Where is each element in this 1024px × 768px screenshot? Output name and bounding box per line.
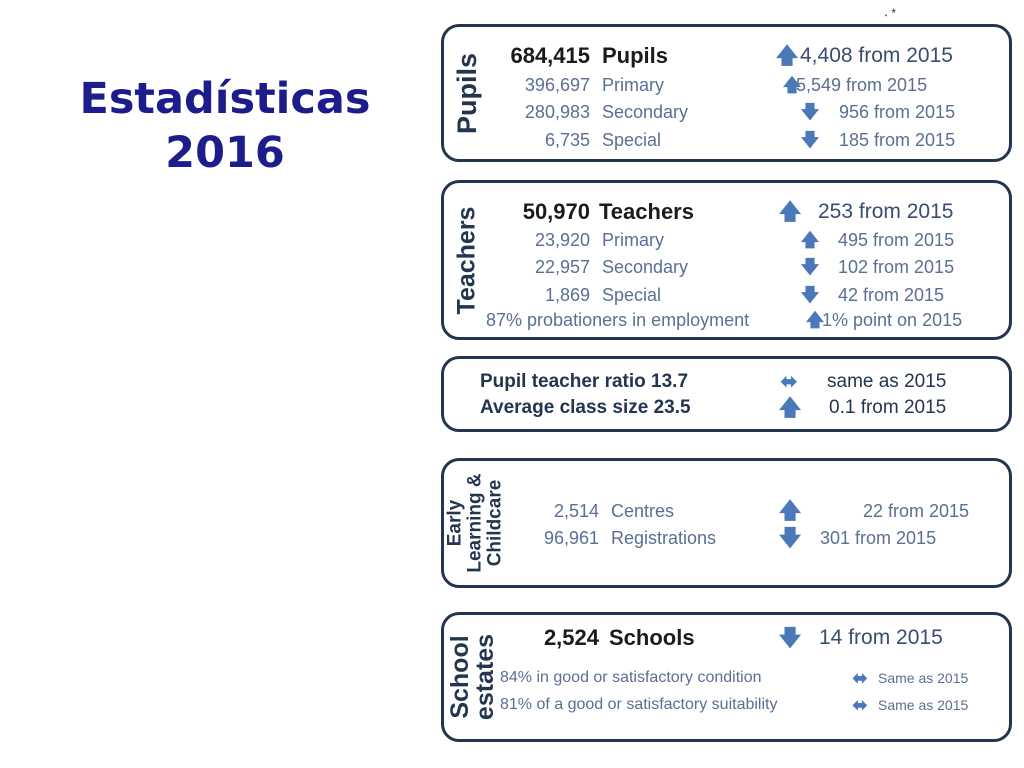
suitability-change: Same as 2015 bbox=[878, 697, 969, 713]
ratio-panel bbox=[441, 356, 1012, 432]
ratio-label: Pupil teacher ratio 13.7 bbox=[480, 371, 689, 392]
suitability-text: 81% of a good or satisfactory suitability bbox=[500, 696, 778, 713]
down-arrow-icon: 🡇 bbox=[800, 285, 820, 305]
row-label: Primary bbox=[602, 230, 664, 250]
estates-main-row bbox=[444, 625, 1004, 651]
row-label: Centres bbox=[611, 501, 675, 521]
down-arrow-icon: 🡇 bbox=[800, 257, 820, 277]
teachers-main-row bbox=[444, 199, 1004, 225]
table-row bbox=[444, 227, 1004, 253]
teachers-panel bbox=[441, 180, 1012, 340]
teachers-main-change: 253 from 2015 bbox=[818, 200, 954, 223]
estates-panel bbox=[441, 612, 1012, 742]
table-row bbox=[444, 127, 1004, 153]
row-change: 5,549 from 2015 bbox=[796, 75, 928, 95]
table-row bbox=[444, 99, 1004, 125]
condition-text: 84% in good or satisfactory condition bbox=[500, 669, 762, 686]
probationers-change: 1% point on 2015 bbox=[822, 310, 963, 330]
row-label: Secondary bbox=[602, 102, 689, 122]
slide-title bbox=[40, 72, 410, 180]
ratio-change: same as 2015 bbox=[827, 371, 947, 392]
row-value: 23,920 bbox=[534, 230, 590, 250]
row-value: 396,697 bbox=[524, 75, 590, 95]
pupils-main-label: Pupils bbox=[602, 43, 669, 68]
table-row bbox=[444, 72, 1004, 98]
probationers-text: 87% probationers in employment bbox=[486, 310, 750, 330]
table-row bbox=[444, 369, 1004, 395]
up-arrow-icon: 🡅 bbox=[778, 199, 802, 224]
elc-label-line2: Learning & bbox=[465, 473, 487, 573]
elc-panel bbox=[441, 458, 1012, 588]
row-label: Primary bbox=[602, 75, 664, 95]
down-arrow-icon: 🡇 bbox=[778, 625, 802, 650]
pupils-main-change: 4,408 from 2015 bbox=[800, 44, 953, 67]
row-change: 42 from 2015 bbox=[838, 285, 945, 305]
pupils-panel bbox=[441, 24, 1012, 162]
elc-label-line3: Childcare bbox=[485, 479, 507, 567]
table-row bbox=[444, 282, 1004, 308]
table-row bbox=[444, 498, 1004, 524]
estates-main-label: Schools bbox=[609, 625, 695, 650]
table-row bbox=[444, 395, 1004, 421]
row-change: 185 from 2015 bbox=[839, 130, 956, 150]
row-label: Registrations bbox=[611, 528, 717, 548]
down-arrow-icon: 🡇 bbox=[800, 130, 820, 150]
row-label: Special bbox=[602, 285, 662, 305]
row-label: Secondary bbox=[602, 257, 689, 277]
estates-label-line1: School bbox=[446, 635, 475, 719]
left-right-arrow-icon: ⬌ bbox=[852, 668, 868, 688]
estates-label-line2: estates bbox=[471, 633, 500, 721]
row-value: 96,961 bbox=[543, 528, 599, 548]
row-value: 22,957 bbox=[534, 257, 590, 277]
up-arrow-icon: 🡅 bbox=[778, 498, 802, 523]
elc-label-line1: Early bbox=[445, 499, 467, 547]
row-value: 2,514 bbox=[553, 501, 599, 521]
down-arrow-icon: 🡇 bbox=[800, 102, 820, 122]
pupils-main-row bbox=[444, 43, 1004, 69]
table-row bbox=[444, 254, 1004, 280]
up-arrow-icon: 🡅 bbox=[800, 230, 820, 250]
left-right-arrow-icon: ⬌ bbox=[780, 371, 798, 393]
pupils-side-label: Pupils bbox=[451, 52, 482, 134]
estates-main-value: 2,524 bbox=[543, 625, 599, 650]
row-change: 301 from 2015 bbox=[820, 528, 937, 548]
class-size-change: 0.1 from 2015 bbox=[829, 397, 947, 418]
teachers-side-label: Teachers bbox=[452, 206, 481, 314]
table-row bbox=[444, 525, 1004, 551]
row-change: 495 from 2015 bbox=[838, 230, 955, 250]
up-arrow-icon: 🡅 bbox=[805, 310, 825, 330]
row-value: 1,869 bbox=[544, 285, 590, 305]
slide-title-line1: Estadísticas bbox=[79, 74, 371, 124]
condition-change: Same as 2015 bbox=[878, 670, 969, 686]
slide-title-line2: 2016 bbox=[165, 128, 285, 178]
up-arrow-icon: 🡅 bbox=[782, 75, 802, 95]
row-value: 6,735 bbox=[544, 130, 590, 150]
row-change: 102 from 2015 bbox=[838, 257, 955, 277]
pupils-main-value: 684,415 bbox=[510, 43, 590, 68]
row-change: 22 from 2015 bbox=[863, 501, 970, 521]
class-size-label: Average class size 23.5 bbox=[480, 397, 691, 418]
teachers-main-value: 50,970 bbox=[522, 199, 590, 224]
up-arrow-icon: 🡅 bbox=[775, 43, 799, 68]
row-label: Special bbox=[602, 130, 662, 150]
down-arrow-icon: 🡇 bbox=[778, 525, 802, 550]
teachers-main-label: Teachers bbox=[599, 199, 694, 224]
table-row bbox=[444, 692, 1004, 718]
table-row bbox=[444, 665, 1004, 691]
teachers-probationers-row bbox=[444, 307, 1004, 333]
up-arrow-icon: 🡅 bbox=[778, 395, 802, 420]
estates-main-change: 14 from 2015 bbox=[819, 626, 943, 649]
row-change: 956 from 2015 bbox=[839, 102, 956, 122]
row-value: 280,983 bbox=[524, 102, 590, 122]
decorative-mark: ˔ * bbox=[884, 6, 896, 20]
left-right-arrow-icon: ⬌ bbox=[852, 695, 868, 715]
